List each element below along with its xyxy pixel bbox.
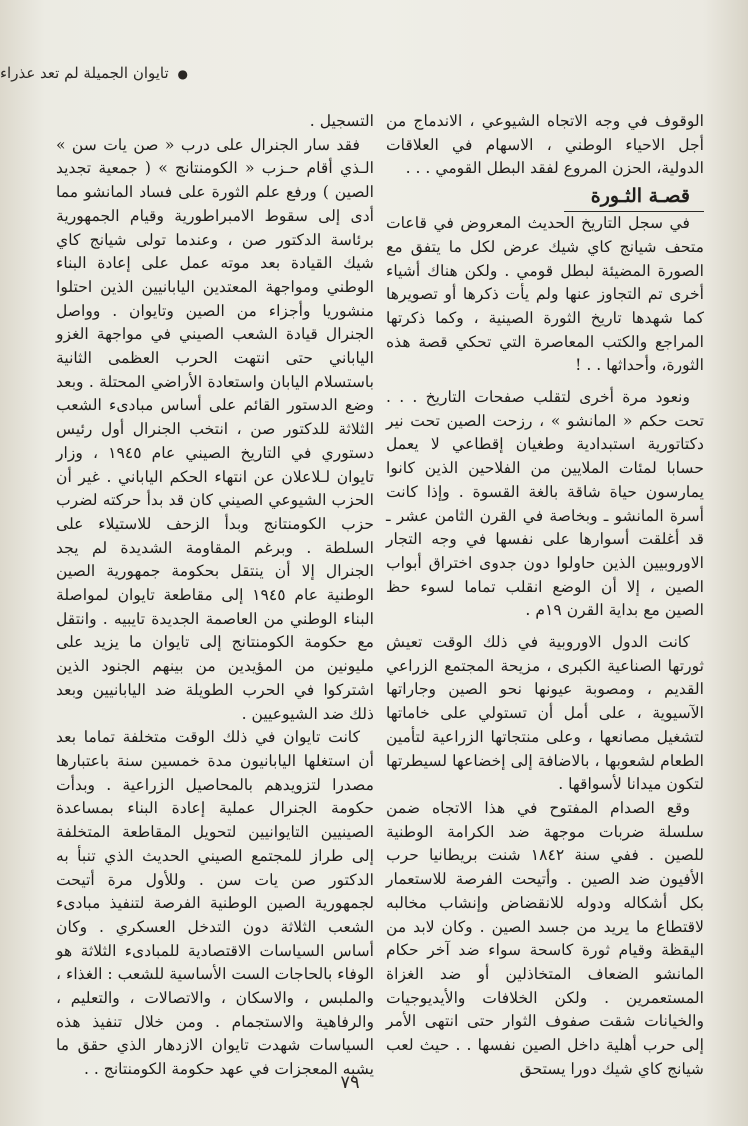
right-column (386, 110, 704, 1081)
intro-paragraph: الوقوف في وجه الاتجاه الشيوعي ، الاندماج من أجل الاحياء الوطني ، الاسهام في العلاقات الدولية، الحزن المروع لفقد البطل القومي . . . (386, 112, 704, 178)
paragraph: ونعود مرة أخرى لتقلب صفحات التاريخ . . . تحت حكم « المانشو » ، رزحت الصين تحت نير دكتاتورية استبدادية وطغيان إقطاعي لا يعمل حسابا لمئات الملايين من الفلاحين الذين كانوا يمارسون حياة شاقة بالغة القسوة . وإذا كانت أسرة المانشو ـ وبخاصة في القرن الثامن عشر ـ قد أغلقت أسوارها على نفسها في وجه التجار الاوروبيين الذين حاولوا دون جدوى اختراق أبواب الصين ، إلا أن الوضع انقلب تماما لسوء حظ الصين مع بداية القرن ١٩م . (386, 388, 704, 620)
running-header (0, 64, 260, 82)
section-title: قصـة الثـورة (564, 181, 704, 212)
paragraph: في سجل التاريخ الحديث المعروض في قاعات متحف شيانج كاي شيك عرض لكل ما يتفق مع الصورة المضيئة لبطل قومي . ولكن هناك أشياء أخرى تم التجاوز عنها ولم يأت ذكرها أو تصويرها كما شهدها تاريخ الثورة الصينية ، وكما ذكرتها المراجع والكتب المعاصرة التي تحكي قصة هذه الثورة، وأحداثها . . ! (386, 214, 704, 375)
bullet-icon: ● (177, 67, 188, 81)
running-header-title: تايوان الجميلة لم تعد عذراء (0, 64, 169, 82)
left-column (56, 110, 374, 1082)
paragraph: كانت تايوان في ذلك الوقت متخلفة تماما بعد أن استغلها اليابانيون مدة خمسين سنة باعتبارها مصدرا لتزويدهم بالمحاصيل الزراعية . وبدأت حكومة الجنرال عملية إعادة البناء بمساعدة الصينيين التايوانيين لتحويل المقاطعة المتخلفة إلى طراز للمجتمع الصيني الحديث الذي تنبأ به الدكتور صن يات سن . وللأول مرة أتيحت لجمهورية الصين الوطنية الفرصة لتنفيذ مبادىء الشعب الثلاثة دون التدخل العسكري . وكان أساس السياسات الاقتصادية للمبادىء الثلاثة هو الوفاء بالحاجات الست الأساسية للشعب : الغذاء ، والملبس ، والاسكان ، والاتصالات ، والتعليم ، والرفاهية والاستجمام . ومن خلال تنفيذ هذه السياسات شهدت تايوان الازدهار الذي حقق ما يشبه المعجزات في عهد حكومة الكومنتانج . . (56, 728, 374, 1079)
paragraph: وقع الصدام المفتوح في هذا الاتجاه ضمن سلسلة ضربات موجهة ضد الكرامة الوطنية للصين . ففي سنة ١٨٤٢ شنت بريطانيا حرب الأفيون ضد الصين . وأتيحت الفرصة للاستعمار بكل أشكاله ودوله للانقضاض وإنشاب مخالبه لاقتطاع ما يريد من جسد الصين . وكان لابد من اليقظة وقيام ثورة كاسحة سواء ضد آخر حكام المانشو الضعاف المتخاذلين أو ضد الغزاة المستعمرين . ولكن الخلافات والأيديوجيات والخيانات شقت صفوف الثوار حتى انتهى الأمر إلى حرب أهلية داخل الصين نفسها . . حيث لعب شيانج كاي شيك دورا يستحق (386, 798, 704, 1078)
paragraph-continuation: التسجيل . (309, 112, 374, 130)
paragraph: فقد سار الجنرال على درب « صن يات سن » الـذي أقام حـزب « الكومنتانج » ( جمعية تجديد الصين ) ورفع علم الثورة على فساد المانشو مما أدى إلى سقوط الامبراطورية وقيام الجمهورية برئاسة الدكتور صن ، وعندما تولى شيانج كاي شيك القيادة بعد موته عمل على إعادة البناء الوطني ومواجهة المعتدين اليابانيين الذين احتلوا منشوريا وأجزاء من الصين وتايوان . وواصل الجنرال قيادة الشعب الصيني في مواجهة الغزو الياباني حتى انتهت الحرب العظمى الثانية باستسلام اليابان واستعادة الأراضي المحتلة . وبعد وضع الدستور القائم على أساس مبادىء الشعب الثلاثة للدكتور صن ، انتخب الجنرال أول رئيس دستوري في التاريخ الصيني عام ١٩٤٥ ، وزار تايوان لـلاعلان عن انتهاء الحكم الياباني . غير أن الحزب الشيوعي الصيني كان قد بدأ حركته لضرب حزب الكومنتانج وبدأ الزحف للاستيلاء على السلطة . وبرغم المقاومة الشديدة لم يجد الجنرال إلا أن ينتقل بحكومة جمهورية الصين الوطنية عام ١٩٤٥ إلى مقاطعة تايوان لمواصلة البناء الوطني من العاصمة الجديدة تايبيه . وانتقل مع حكومة الكومنتانج إلى تايوان ما يزيد على مليونين من المؤيدين من بينهم الجنود الذين اشتركوا في الحرب الطويلة ضد اليابانيين وبعد ذلك ضد الشيوعيين . (56, 135, 374, 723)
page-number: ٧٩ (340, 1072, 360, 1093)
paragraph: كانت الدول الاوروبية في ذلك الوقت تعيش ثورتها الصناعية الكبرى ، مزيحة المجتمع الزراعي القديم ، ومصوبة عيونها نحو الصين وجاراتها الآسيوية ، على أمل أن تستولي على خاماتها لتشغيل مصانعها ، وعلى منتجاتها الزراعية لتأمين الطعام لشعوبها ، بالاضافة إلى إخضاعها لسيطرتها لتكون ميدانا لأسواقها . (386, 633, 704, 794)
